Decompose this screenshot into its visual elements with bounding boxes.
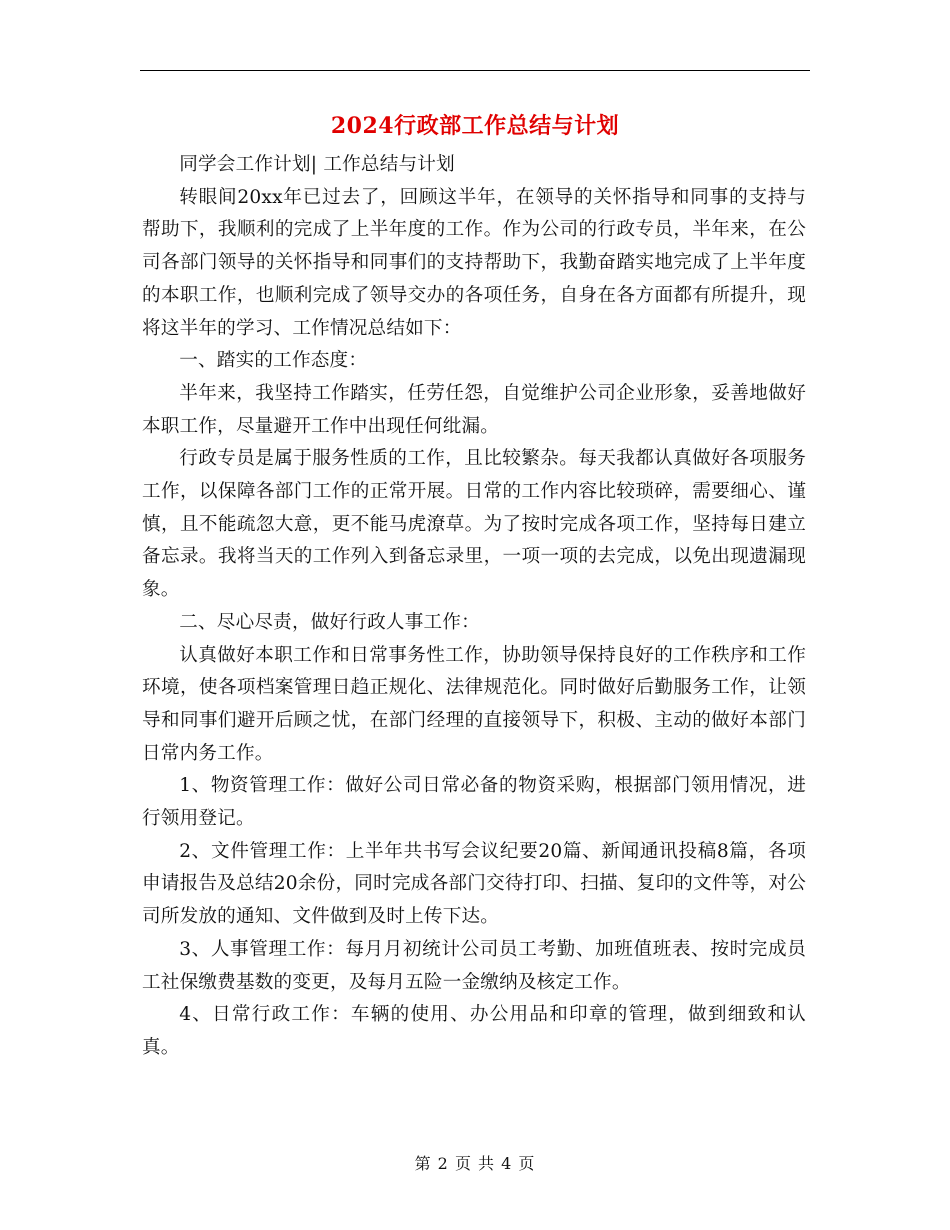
list-item-document-management: 2、文件管理工作：上半年共书写会议纪要20篇、新闻通讯投稿8篇，各项申请报告及总结20余份，同时完成各部门交待打印、扫描、复印的文件等，对公司所发放的通知、文件做到及时上传下达。: [142, 840, 806, 928]
list-item-material-management: 1、物资管理工作：做好公司日常必备的物资采购，根据部门领用情况，进行领用登记。: [142, 775, 806, 830]
paragraph-service: 行政专员是属于服务性质的工作，且比较繁杂。每天我都认真做好各项服务工作，以保障各部门工作的正常开展。日常的工作内容比较琐碎，需要细心、谨慎，且不能疏忽大意，更不能马虎潦草。为了按时完成各项工作，坚持每日建立备忘录。我将当天的工作列入到备忘录里，一项一项的去完成，以免出现遗漏现象。: [142, 448, 806, 601]
paragraph-admin-work: 认真做好本职工作和日常事务性工作，协助领导保持良好的工作秩序和工作环境，使各项档案管理日趋正规化、法律规范化。同时做好后勤服务工作，让领导和同事们避开后顾之忧，在部门经理的直接领导下，积极、主动的做好本部门日常内务工作。: [142, 644, 806, 764]
page-number-footer: 第 2 页 共 4 页: [414, 1154, 536, 1173]
document-body: [142, 149, 806, 1065]
list-item-personnel-management: 3、人事管理工作：每月月初统计公司员工考勤、加班值班表、按时完成员工社保缴费基数的变更，及每月五险一金缴纳及核定工作。: [142, 938, 806, 993]
paragraph-intro: 转眼间20xx年已过去了，回顾这半年，在领导的关怀指导和同事的支持与帮助下，我顺利的完成了上半年度的工作。作为公司的行政专员，半年来，在公司各部门领导的关怀指导和同事们的支持帮助下，我勤奋踏实地完成了上半年度的本职工作，也顺利完成了领导交办的各项任务，自身在各方面都有所提升，现将这半年的学习、工作情况总结如下：: [142, 186, 806, 339]
list-item-daily-admin: 4、日常行政工作：车辆的使用、办公用品和印章的管理，做到细致和认真。: [142, 1004, 806, 1058]
paragraph-attitude: 半年来，我坚持工作踏实，任劳任怨，自觉维护公司企业形象，妥善地做好本职工作，尽量避开工作中出现任何纰漏。: [142, 382, 806, 437]
document-title: 2024行政部工作总结与计划: [330, 113, 620, 139]
paragraph-subheading: 同学会工作计划| 工作总结与计划: [179, 154, 455, 175]
section-heading-2: 二、尽心尽责，做好行政人事工作：: [179, 611, 480, 633]
section-heading-1: 一、踏实的工作态度：: [179, 350, 368, 372]
header-rule: [140, 70, 810, 71]
